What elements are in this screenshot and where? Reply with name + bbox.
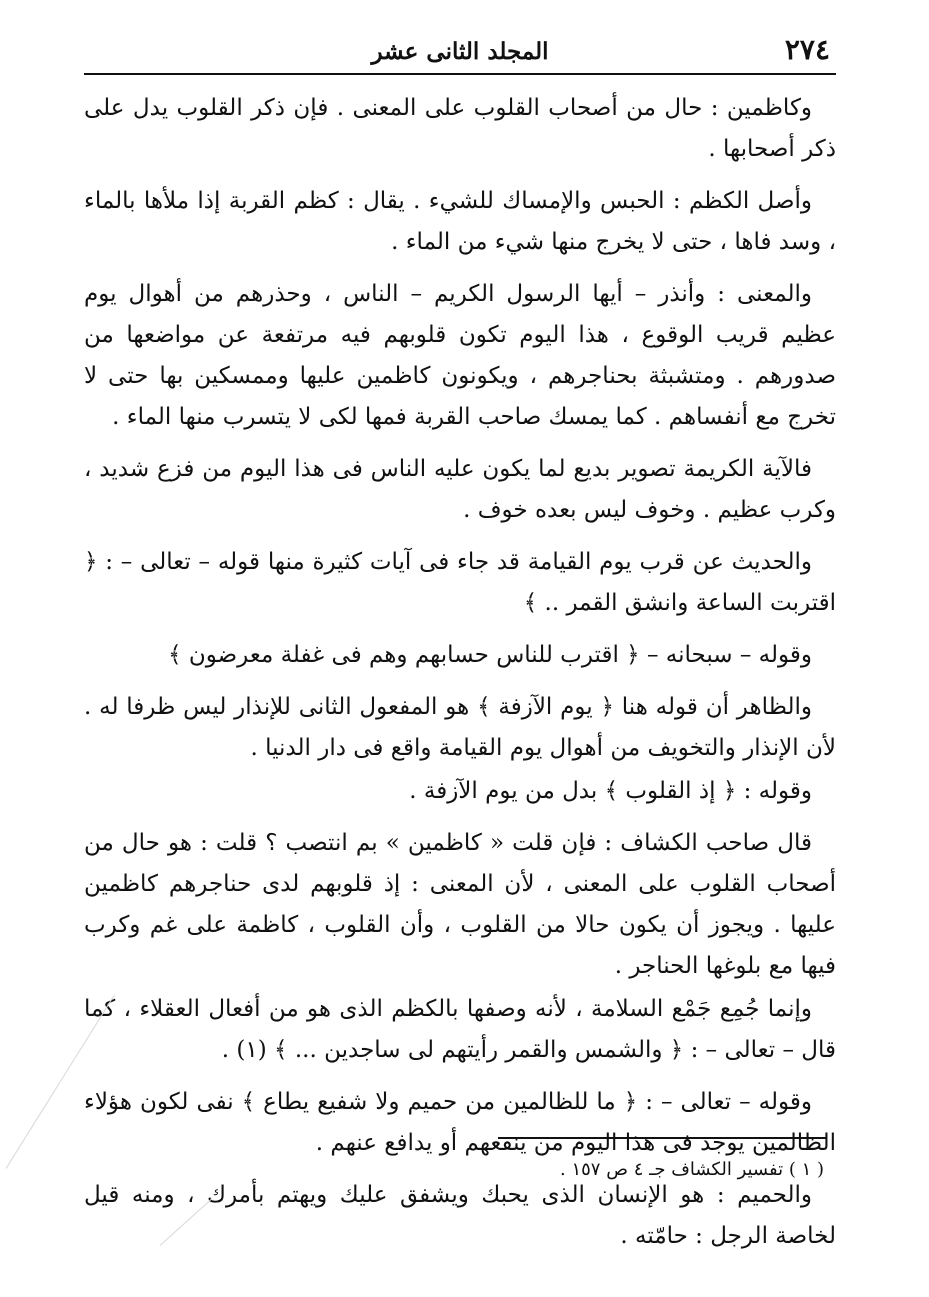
paragraph: فالآية الكريمة تصوير بديع لما يكون عليه الناس فى هذا اليوم من فزع شديد ، وكرب عظيم . وخوف ليس بعده خوف . [84,456,836,523]
footnote: ( ١ ) تفسير الكشاف جـ ٤ ص ١٥٧ . [560,1159,824,1180]
paragraph: وإنما جُمِع جَمْع السلامة ، لأنه وصفها بالكظم الذى هو من أفعال العقلاء ، كما قال – تعالى – : ﴿ والشمس والقمر رأيتهم لى ساجدين ... ﴾ (١) . [84,996,836,1063]
paragraph: والحميم : هو الإنسان الذى يحبك ويشفق عليك ويهتم بأمرك ، ومنه قيل لخاصة الرجل : حامّته . [84,1182,836,1249]
page-number: ٢٧٤ [784,33,830,66]
paragraph: وقوله – تعالى – : ﴿ ما للظالمين من حميم ولا شفيع يطاع ﴾ نفى لكون هؤلاء الظالمين يوجد فى هذا اليوم من ينفعهم أو يدافع عنهم . [84,1089,836,1156]
paragraph: وقوله – سبحانه – ﴿ اقترب للناس حسابهم وهم فى غفلة معرضون ﴾ [168,642,812,668]
paragraph: وقوله : ﴿ إذ القلوب ﴾ بدل من يوم الآزفة . [409,778,812,804]
paragraph: والمعنى : وأنذر – أيها الرسول الكريم – الناس ، وحذرهم من أهوال يوم عظيم قريب الوقوع ، هذا اليوم تكون قلوبهم فيه مرتفعة عن مواضعها من صدورهم . ومتشبثة بحناجرهم ، ويكونون كاظمين عليها وممسكين بها حتى لا تخرج مع أنفساهم . كما يمسك صاحب القربة فمها لكى لا يتسرب منها الماء . [84,281,836,430]
header-rule [84,73,836,75]
page-header [84,28,836,72]
main-text [84,88,836,1268]
paragraph: قال صاحب الكشاف : فإن قلت « كاظمين » بم انتصب ؟ قلت : هو حال من أصحاب القلوب على المعنى ، لأن المعنى : إذ قلوبهم لدى حناجرهم كاظمين عليها . ويجوز أن يكون حالا من القلوب ، وأن القلوب ، كاظمة على غم وكرب فيها مع بلوغها الحناجر . [84,830,836,979]
paragraph: والحديث عن قرب يوم القيامة قد جاء فى آيات كثيرة منها قوله – تعالى – : ﴿ اقتربت الساعة وانشق القمر .. ﴾ [84,549,836,616]
paragraph: وأصل الكظم : الحبس والإمساك للشيء . يقال : كظم القربة إذا ملأها بالماء ، وسد فاها ، حتى لا يخرج منها شيء من الماء . [84,188,836,255]
paragraph: وكاظمين : حال من أصحاب القلوب على المعنى . فإن ذكر القلوب يدل على ذكر أصحابها . [84,95,836,162]
running-head: المجلد الثانى عشر [371,38,549,65]
paragraph: والظاهر أن قوله هنا ﴿ يوم الآزفة ﴾ هو المفعول الثانى للإنذار ليس ظرفا له . لأن الإنذار والتخويف من أهوال يوم القيامة واقع فى دار الدنيا . [84,694,836,761]
footnote-rule [498,1137,826,1139]
